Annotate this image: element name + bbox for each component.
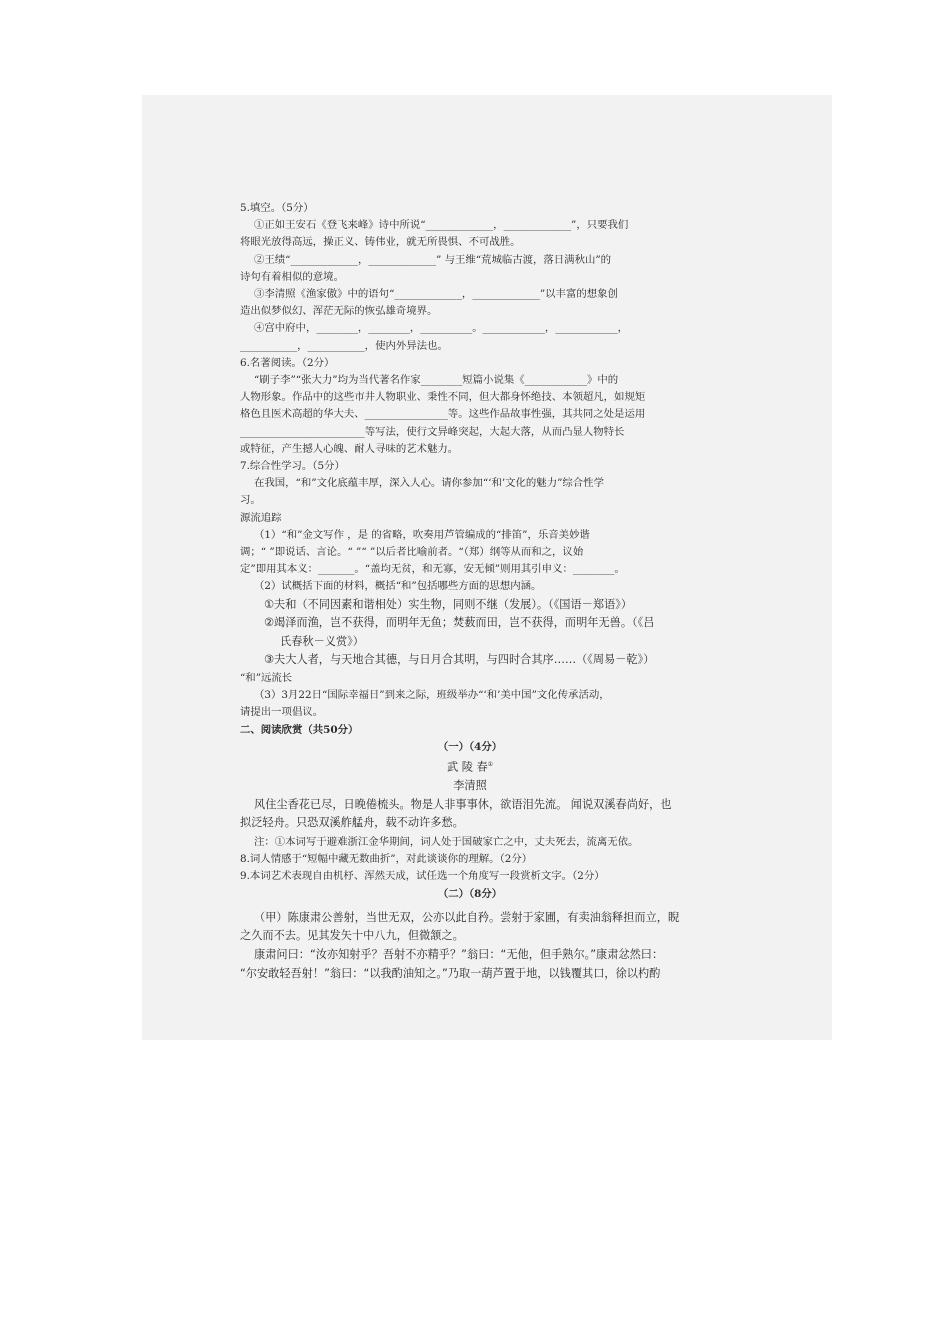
part2-sub2: （二）（8分） [437,887,503,900]
passage-line-1a: （甲）陈康肃公善射，当世无双，公亦以此自矜。尝射于家圃，有卖油翁释担而立，睨 [254,910,680,924]
q5-line-1: ①正如王安石《登飞来峰》诗中所说“_____________，_____________”，只要我们 [254,219,629,232]
q7-sub3-line-b: 请提出一项倡议。 [240,706,324,719]
q6-title: 6.名著阅读。（2分） [240,356,335,369]
q7-material-1: ①夫和（不同因素和谐相处）实生物，同则不继（发展）。（《国语－郑语》） [264,597,633,611]
q5-line-5: ③李清照《渔家傲》中的语句“_____________，_____________”以丰富的想象创 [254,288,618,301]
poem-title: 武 陵 春① [446,760,494,774]
q6-line-4: ________________________等写法，使行文异峰突起，大起大落，从而凸显人物特长 [240,425,625,438]
q8: 8.词人情感于“短幅中藏无数曲折”，对此谈谈你的理解。（2分） [240,853,533,866]
q7-material-2b: 氏春秋－义赏》） [280,634,364,648]
q9: 9.本词艺术表现自由机杼、浑然天成，试任选一个角度写一段赏析文字。（2分） [240,870,605,883]
q7-sub1-line-c: 定”即用其本义：_______。“盖均无贫，和无寡，安无倾”则用其引申义：________。 [240,563,625,576]
q6-line-5: 或特征，产生撼人心魄、耐人寻味的艺术魅力。 [240,442,459,455]
exam-page [240,200,700,983]
q5-line-7: ④宫中府中，________，________，__________。____________，____________， [254,322,629,335]
q7-title: 7.综合性学习。（5分） [240,460,345,473]
q7-line-2: 习。 [240,494,261,507]
q6-line-3: 格色且医术高超的华大夫、________________等。这些作品故事性强，其共同之处是运用 [240,408,646,421]
poem-note: 注：①本词写于避难浙江金华期间，词人处于国破家亡之中，丈夫死去，流离无依。 [254,835,639,848]
q7-section-flow: “和”远流长 [240,672,293,685]
passage-line-1b: 之久而不去。见其发矢十中八九，但微颔之。 [240,929,464,943]
q7-section-source: 源流追踪 [240,511,282,524]
q7-line-1: 在我国，“和”文化底蕴丰厚，深入人心。请你参加“‘和’文化的魅力”综合性学 [254,477,604,490]
q7-sub1-line-b: 调；“ ”即说话、言论。“ ”“ ”以后者比喻前者。“（郑）纲等从而和之，议始 [240,546,584,559]
q5-line-3: ②王绩“_____________，_____________” 与王维“荒城临古渡，落日满秋山”的 [254,253,612,266]
q7-sub2: （2）试概括下面的材料，概括“和”包括哪些方面的思想内涵。 [254,580,542,593]
passage-line-2a: 康肃问曰：“汝亦知射乎？吾射不亦精乎？”翁曰：“无他，但手熟尔。”康肃忿然曰： [254,947,664,961]
q7-material-2a: ②竭泽而渔，岂不获得，而明年无鱼；焚薮而田，岂不获得，而明年无兽。（《吕 [264,616,655,630]
q5-title: 5.填空。（5分） [240,202,314,214]
poem-line-2: 拟泛轻舟。只恐双溪舴艋舟，载不动许多愁。 [240,815,464,829]
q5-line-8: ___________，___________，使内外异法也。 [240,339,448,352]
poem-line-1: 风住尘香花已尽，日晚倦梳头。物是人非事事休，欲语泪先流。 闻说双溪春尚好，也 [254,797,672,811]
part2-sub1: （一）（4分） [437,740,503,753]
q7-sub1-line-a: （1）“和”金文写作 ，是 的省略，吹奏用芦管编成的“排笛”，乐音美妙谐 [254,528,590,541]
q5-line-6: 造出似梦似幻、浑茫无际的恢弘雄奇境界。 [240,305,438,318]
q6-line-2: 人物形象。作品中的这些市井人物职业、秉性不同，但大都身怀绝技、本领超凡，如规矩 [240,391,646,404]
q5-line-2: 将眼光放得高远，操正义、铸伟业，就无所畏惧、不可战胜。 [240,236,521,249]
q7-sub3-line-a: （3）3月22日“国际幸福日”到来之际，班级举办“‘和’美中国”文化传承活动， [254,689,610,702]
q5-line-4: 诗句有着相似的意境。 [240,270,344,283]
q7-material-3: ③夫大人者，与天地合其德，与日月合其明，与四时合其序……（《周易－乾》） [264,653,655,667]
poem-author: 李清照 [453,779,487,793]
passage-line-2b: “尔安敢轻吾射！”翁曰：“以我酌油知之。”乃取一葫芦置于地，以钱覆其口，徐以杓酌 [240,966,661,980]
part2-title: 二、阅读欣赏（共50分） [240,723,359,736]
q6-line-1: “刷子李”“张大力”均为当代著名作家________短篇小说集《____________》中的 [254,374,619,387]
